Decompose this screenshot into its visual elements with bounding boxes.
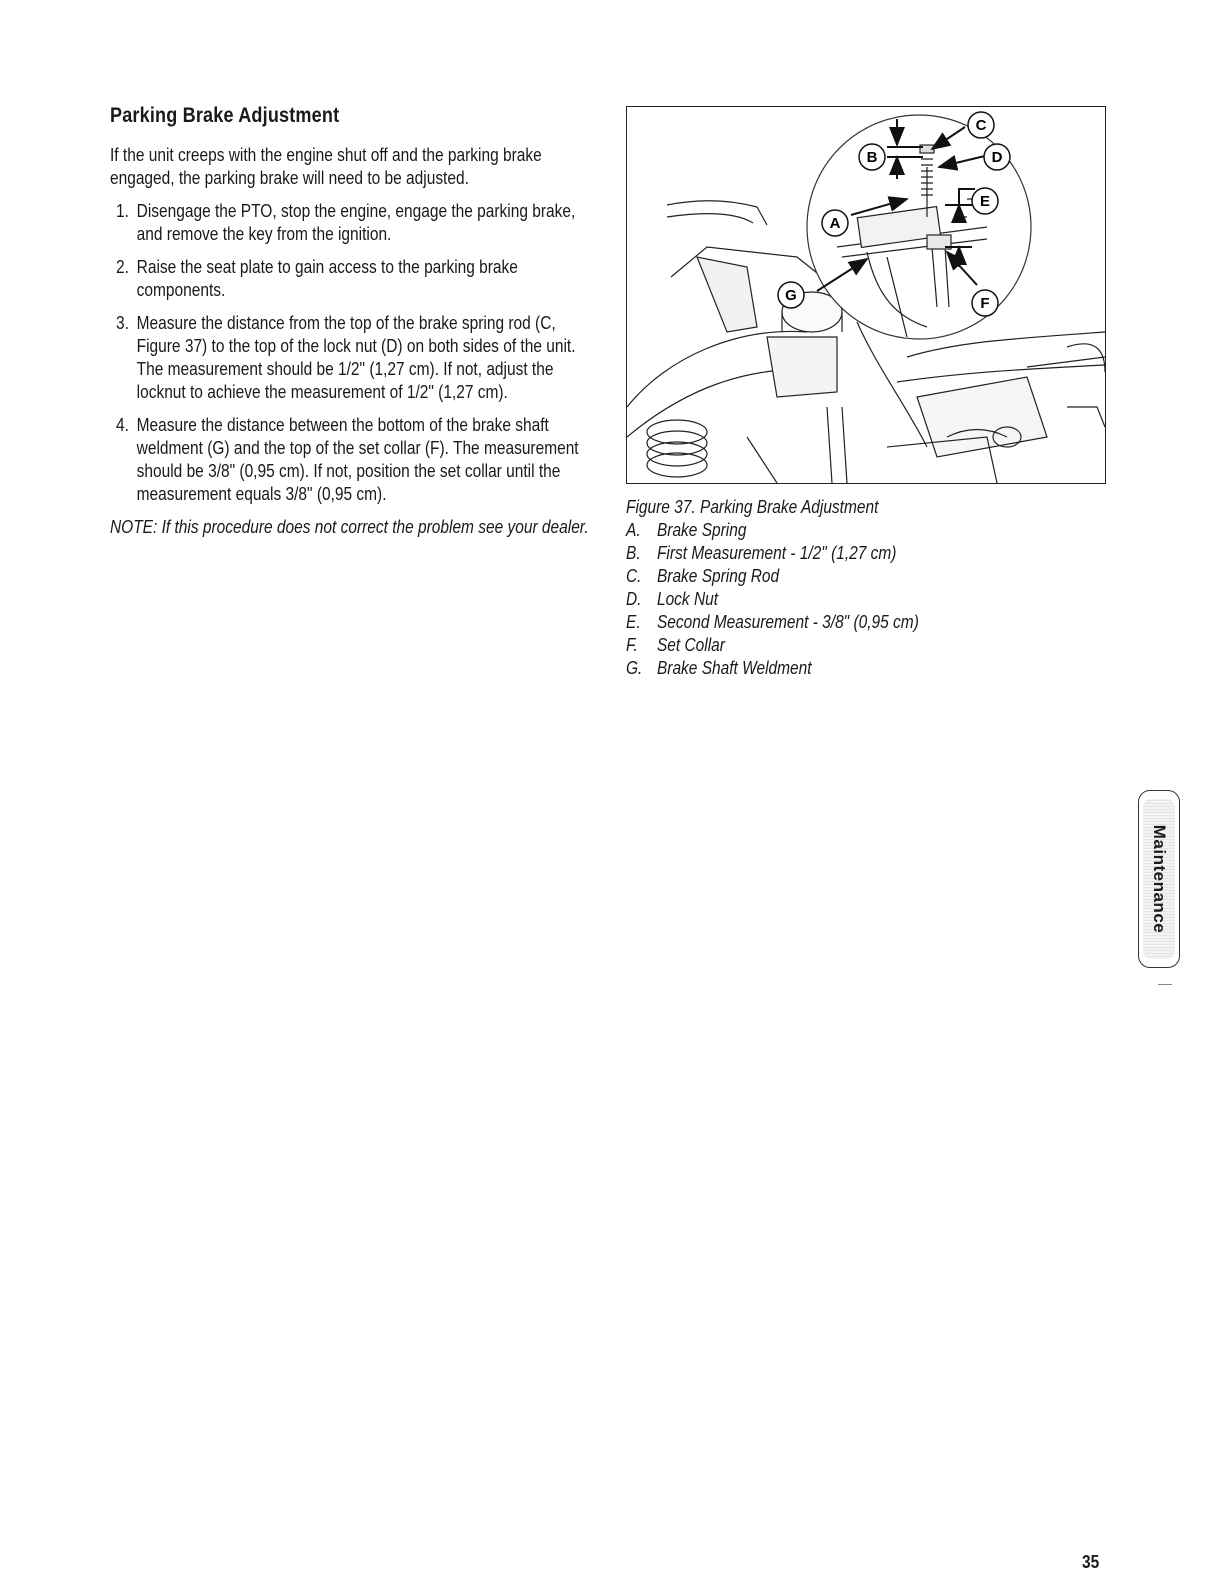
- caption-title: Figure 37. Parking Brake Adjustment: [626, 497, 879, 517]
- step-number: 4.: [116, 415, 129, 435]
- legend-item: [626, 611, 1039, 634]
- step-text: Disengage the PTO, stop the engine, engage the parking brake, and remove the key from the ignition.: [136, 201, 576, 244]
- step-item: [110, 200, 601, 246]
- legend-letter: G.: [626, 658, 643, 678]
- legend-item: [626, 634, 1039, 657]
- callout-a: [822, 210, 848, 236]
- legend-letter: D.: [626, 589, 642, 609]
- step-number: 1.: [116, 201, 129, 221]
- step-item: [110, 414, 601, 506]
- step-number: 2.: [116, 257, 129, 277]
- legend-letter: B.: [626, 543, 641, 563]
- callout-d: [984, 144, 1010, 170]
- callout-c: [968, 112, 994, 138]
- section-title: Parking Brake Adjustment: [110, 104, 340, 127]
- callout-e: [972, 188, 998, 214]
- legend-text: Brake Spring: [656, 520, 747, 540]
- legend-item: [626, 565, 1039, 588]
- legend-text: Set Collar: [656, 635, 725, 655]
- callout-e-label: E: [979, 193, 991, 210]
- callout-c-label: C: [975, 117, 987, 134]
- side-tab-label: Maintenance: [1150, 824, 1169, 934]
- steps-list: [110, 200, 590, 506]
- callout-g: [778, 282, 804, 308]
- callout-b-label: B: [866, 149, 878, 166]
- maintenance-section-tab: [1138, 790, 1180, 968]
- legend-text: First Measurement - 1/2" (1,27 cm): [656, 543, 897, 563]
- coil-spring-drawing: [647, 420, 707, 477]
- callout-f-label: F: [980, 295, 990, 312]
- legend-letter: F.: [626, 635, 638, 655]
- step-item: [110, 312, 601, 404]
- legend-letter: E.: [626, 612, 641, 632]
- legend-letter: A.: [626, 520, 641, 540]
- step-item: [110, 256, 601, 302]
- legend-text: Second Measurement - 3/8" (0,95 cm): [656, 612, 919, 632]
- legend-item: [626, 542, 1039, 565]
- legend-text: Lock Nut: [656, 589, 719, 609]
- figure-37-illustration: [626, 106, 1106, 484]
- callout-d-label: D: [991, 149, 1003, 166]
- instructions-column: [110, 104, 590, 538]
- legend-item: [626, 657, 1039, 680]
- brake-assembly-drawing: [627, 107, 1105, 483]
- callout-f: [972, 290, 998, 316]
- step-number: 3.: [116, 313, 129, 333]
- legend-text: Brake Shaft Weldment: [656, 658, 812, 678]
- callout-b: [859, 144, 885, 170]
- step-text: Measure the distance between the bottom of the brake shaft weldment (G) and the top of the set collar (F). The measurement should be 3/8" (0,95 cm). If not, position the set collar until the measurement equals 3/8" (0,95 cm).: [136, 415, 579, 504]
- legend-text: Brake Spring Rod: [656, 566, 780, 586]
- intro-paragraph: If the unit creeps with the engine shut off and the parking brake engaged, the parking brake will need to be adjusted.: [110, 145, 542, 188]
- tab-divider: [1158, 984, 1172, 985]
- legend-item: [626, 519, 1039, 542]
- legend-item: [626, 588, 1039, 611]
- page-number: 35: [1082, 1552, 1100, 1572]
- step-text: Measure the distance from the top of the brake spring rod (C, Figure 37) to the top of the lock nut (D) on both sides of the unit. The measurement should be 1/2" (1,27 cm). If not, adjust the locknut to achieve the measurement of 1/2" (1,27 cm).: [136, 313, 576, 402]
- figure-caption: [626, 496, 1106, 680]
- callout-g-label: G: [785, 287, 797, 304]
- step-text: Raise the seat plate to gain access to the parking brake components.: [136, 257, 518, 300]
- callout-a-label: A: [829, 215, 841, 232]
- note-text: NOTE: If this procedure does not correct the problem see your dealer.: [110, 517, 589, 537]
- legend-letter: C.: [626, 566, 642, 586]
